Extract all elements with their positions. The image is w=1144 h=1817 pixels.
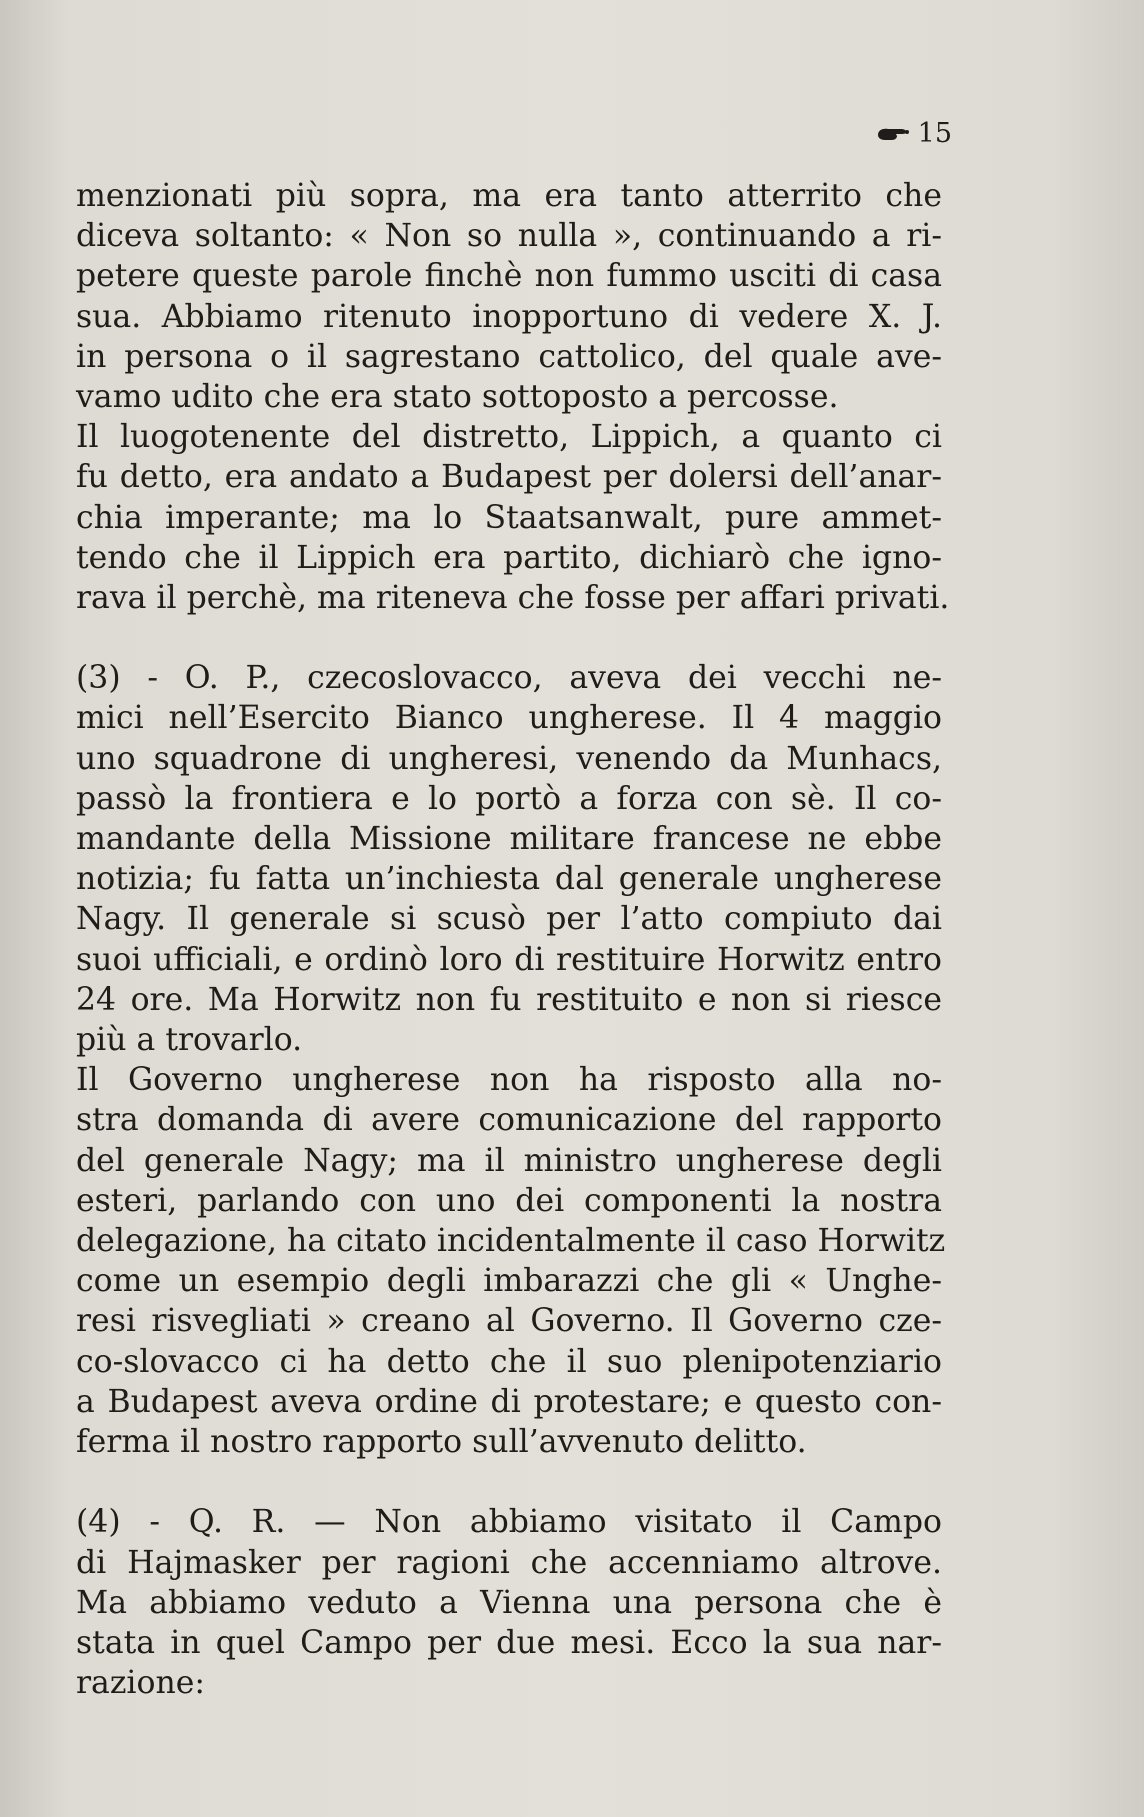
text-line: del generale Nagy; ma il ministro ungherese degli xyxy=(76,1142,942,1179)
text-line: fu detto, era andato a Budapest per dolersi dell’anar- xyxy=(76,459,942,496)
text-line: chia imperante; ma lo Staatsanwalt, pure ammet- xyxy=(76,499,942,536)
paragraph-gap xyxy=(76,618,942,658)
paragraph xyxy=(76,417,950,618)
paragraph xyxy=(76,1502,942,1703)
text-line: stra domanda di avere comunicazione del rapporto xyxy=(76,1102,942,1139)
pointing-hand-icon xyxy=(876,125,910,143)
text-line: resi risvegliati » creano al Governo. Il Governo cze- xyxy=(76,1303,942,1340)
page-body xyxy=(76,176,950,1703)
text-line: razione: xyxy=(76,1665,206,1702)
paragraph xyxy=(76,176,942,417)
text-line: Ma abbiamo veduto a Vienna una persona che è xyxy=(76,1584,942,1621)
text-line: a Budapest aveva ordine di protestare; e questo con- xyxy=(76,1383,942,1420)
text-line: tendo che il Lippich era partito, dichiarò che igno- xyxy=(76,539,942,576)
text-line: delegazione, ha citato incidentalmente il caso Horwitz xyxy=(76,1223,946,1260)
text-line: mandante della Missione militare francese ne ebbe xyxy=(76,821,942,858)
text-line: notizia; fu fatta un’inchiesta dal generale ungherese xyxy=(76,861,942,898)
paragraph-gap xyxy=(76,1462,942,1502)
text-line: Il Governo ungherese non ha risposto alla no- xyxy=(76,1062,942,1099)
text-line: Il luogotenente del distretto, Lippich, a quanto ci xyxy=(76,419,942,456)
text-line: ferma il nostro rapporto sull’avvenuto delitto. xyxy=(76,1424,807,1461)
text-line: 24 ore. Ma Horwitz non fu restituito e non si riesce xyxy=(76,981,942,1018)
text-line: (4) - Q. R. — Non abbiamo visitato il Campo xyxy=(76,1504,942,1541)
text-line: sua. Abbiamo ritenuto inopportuno di vedere X. J. xyxy=(76,298,942,335)
text-line: Nagy. Il generale si scusò per l’atto compiuto dai xyxy=(76,901,942,938)
page-header xyxy=(876,118,952,149)
paragraph xyxy=(76,658,942,1060)
text-line: di Hajmasker per ragioni che accenniamo altrove. xyxy=(76,1544,942,1581)
text-line: suoi ufficiali, e ordinò loro di restituire Horwitz entro xyxy=(76,941,942,978)
text-line: come un esempio degli imbarazzi che gli « Unghe- xyxy=(76,1263,942,1300)
text-line: passò la frontiera e lo portò a forza con sè. Il co- xyxy=(76,780,942,817)
text-line: co-slovacco ci ha detto che il suo plenipotenziario xyxy=(76,1343,942,1380)
text-line: mici nell’Esercito Bianco ungherese. Il 4 maggio xyxy=(76,700,942,737)
text-line: rava il perchè, ma riteneva che fosse per affari privati. xyxy=(76,580,950,617)
paragraph xyxy=(76,1060,946,1462)
text-line: diceva soltanto: « Non so nulla », continuando a ri- xyxy=(76,218,942,255)
text-line: stata in quel Campo per due mesi. Ecco la sua nar- xyxy=(76,1624,942,1661)
text-line: (3) - O. P., czecoslovacco, aveva dei vecchi ne- xyxy=(76,660,942,697)
text-line: più a trovarlo. xyxy=(76,1022,303,1059)
text-line: in persona o il sagrestano cattolico, del quale ave- xyxy=(76,338,942,375)
page-number: 15 xyxy=(917,118,952,149)
text-line: petere queste parole finchè non fummo usciti di casa xyxy=(76,258,942,295)
text-line: esteri, parlando con uno dei componenti la nostra xyxy=(76,1182,942,1219)
text-line: menzionati più sopra, ma era tanto atterrito che xyxy=(76,178,942,214)
text-line: vamo udito che era stato sottoposto a percosse. xyxy=(76,379,839,416)
text-line: uno squadrone di ungheresi, venendo da Munhacs, xyxy=(76,740,942,777)
